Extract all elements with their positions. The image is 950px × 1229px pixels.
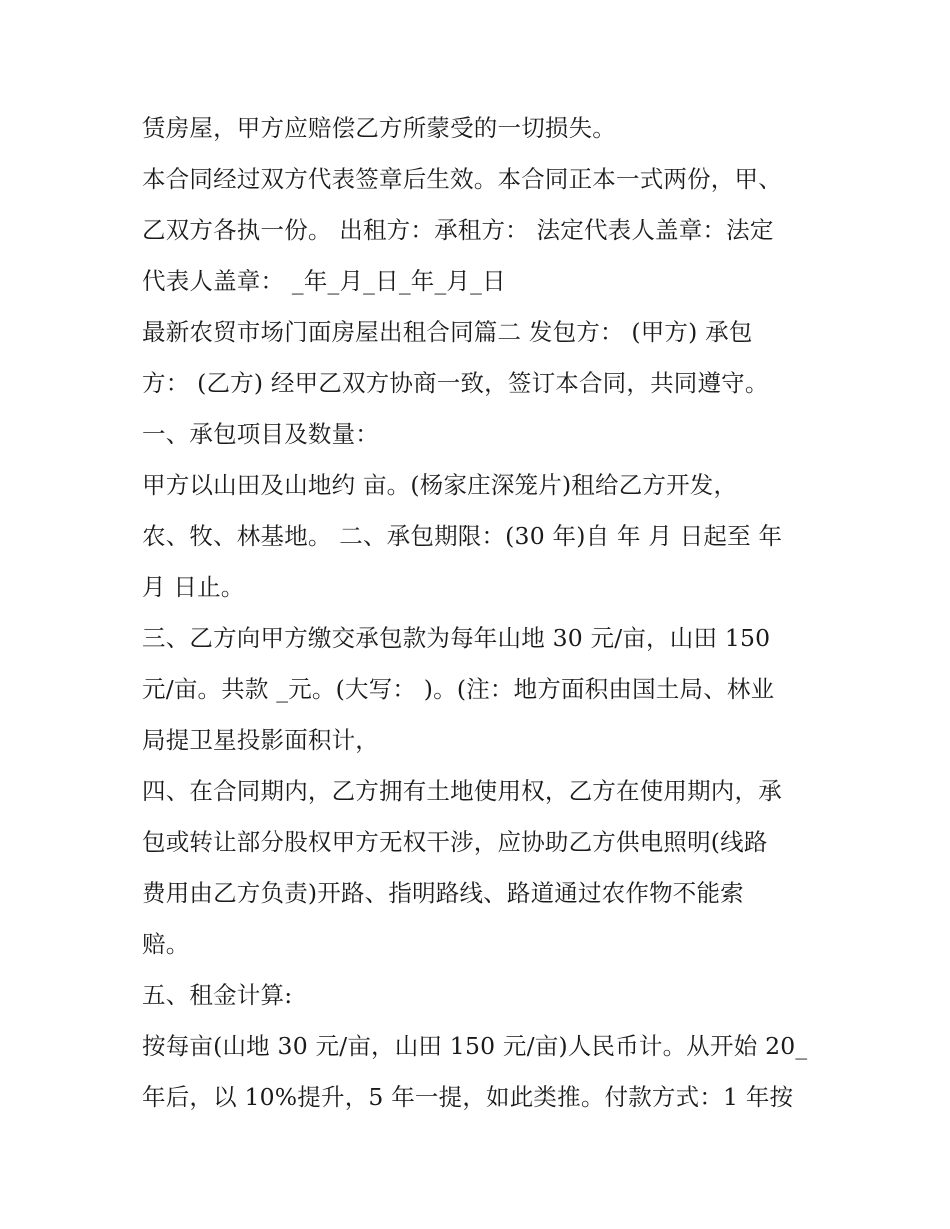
text-line: 按每亩(山地 30 元/亩，山田 150 元/亩)人民币计。从开始 20_ (142, 1032, 808, 1060)
text-line: 局提卫星投影面积计， (142, 726, 379, 754)
document-body (142, 103, 842, 1123)
text-line: 赁房屋，甲方应赔偿乙方所蒙受的一切损失。 (142, 114, 616, 142)
text-line: 乙双方各执一份。 出租方：承租方： 法定代表人盖章：法定 (142, 216, 774, 244)
text-line: 包或转让部分股权甲方无权干涉，应协助乙方供电照明(线路 (142, 828, 768, 856)
text-line: 三、乙方向甲方缴交承包款为每年山地 30 元/亩，山田 150 (142, 624, 771, 652)
text-line: 元/亩。共款 _元。(大写： )。(注：地方面积由国土局、林业 (142, 675, 775, 703)
text-line: 本合同经过双方代表签章后生效。本合同正本一式两份，甲、 (142, 165, 782, 193)
text-line: 四、在合同期内，乙方拥有土地使用权，乙方在使用期内，承 (142, 777, 782, 805)
text-line: 代表人盖章： _年_月_日_年_月_日 (142, 267, 506, 295)
text-line: 费用由乙方负责)开路、指明路线、路道通过农作物不能索 (142, 879, 744, 907)
section-heading-line: 最新农贸市场门面房屋出租合同篇二 发包方： (甲方) 承包 (142, 318, 753, 346)
clause-heading: 五、租金计算: (142, 981, 293, 1009)
text-line: 月 日止。 (142, 573, 245, 601)
clause-heading: 一、承包项目及数量： (142, 420, 379, 448)
text-line: 方： (乙方) 经甲乙双方协商一致，签订本合同，共同遵守。 (142, 369, 769, 397)
text-line: 年后，以 10%提升，5 年一提，如此类推。付款方式：1 年按 (142, 1083, 794, 1111)
text-line: 甲方以山田及山地约 亩。(杨家庄深笼片)租给乙方开发， (142, 471, 738, 499)
text-line: 赔。 (142, 930, 190, 958)
text-line: 农、牧、林基地。 二、承包期限：(30 年)自 年 月 日起至 年 (142, 522, 783, 550)
